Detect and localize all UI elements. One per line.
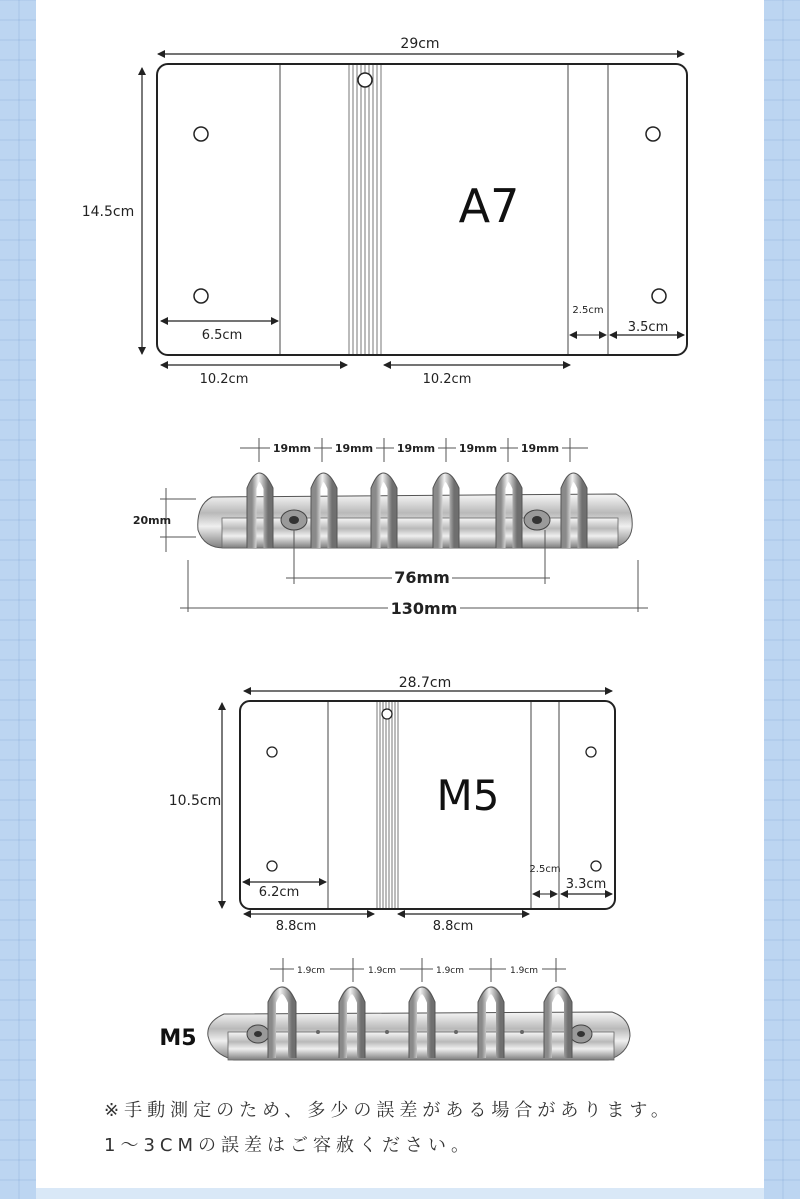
m5-ring-spacing-1: 1.9cm <box>296 966 326 976</box>
m5-right-pocket-label: 3.3cm <box>565 877 607 892</box>
m5-strip-label: 2.5cm <box>529 864 561 875</box>
a7-height-label: 14.5cm <box>81 204 135 220</box>
a7-right-pocket-label: 3.5cm <box>627 320 669 335</box>
a7-ring-spacing-1: 19mm <box>272 442 312 455</box>
a7-ring-spacing-4: 19mm <box>458 442 498 455</box>
m5-ring-spacing-2: 1.9cm <box>367 966 397 976</box>
a7-ring-length-label: 130mm <box>390 599 458 618</box>
a7-ring-mechanism-diagram <box>133 438 648 618</box>
m5-width-label: 28.7cm <box>398 675 452 691</box>
m5-ring-spacing-4: 1.9cm <box>509 966 539 976</box>
m5-binder-diagram <box>169 675 615 934</box>
m5-height-label: 10.5cm <box>168 793 222 809</box>
m5-right-panel-label: 8.8cm <box>432 919 474 934</box>
a7-binder-diagram <box>82 36 687 387</box>
a7-size-label: A7 <box>458 179 520 233</box>
a7-strip-label: 2.5cm <box>572 305 604 316</box>
a7-ring-spacing-5: 19mm <box>520 442 560 455</box>
a7-right-panel-label: 10.2cm <box>422 372 472 387</box>
a7-snap-hole <box>358 73 372 87</box>
a7-width-label: 29cm <box>400 36 440 52</box>
m5-left-panel-label: 8.8cm <box>275 919 317 934</box>
m5-size-label: M5 <box>436 771 500 820</box>
a7-left-panel-label: 10.2cm <box>199 372 249 387</box>
a7-left-pocket-label: 6.5cm <box>201 328 243 343</box>
m5-ring-mechanism-diagram <box>159 958 630 1060</box>
a7-hole-distance-label: 76mm <box>394 568 450 587</box>
m5-ring-spacing-3: 1.9cm <box>435 966 465 976</box>
m5-ring-label: M5 <box>159 1026 197 1051</box>
measurement-note-line-2: 1〜3CMの誤差はご容赦ください。 <box>104 1135 475 1156</box>
a7-ring-spacing-2: 19mm <box>334 442 374 455</box>
m5-left-pocket-label: 6.2cm <box>258 885 300 900</box>
a7-ring-spacing-3: 19mm <box>396 442 436 455</box>
measurement-note-line-1: ※手動測定のため、多少の誤差がある場合があります。 <box>104 1100 674 1121</box>
m5-snap-hole <box>382 709 392 719</box>
a7-ring-height-label: 20mm <box>132 514 172 527</box>
